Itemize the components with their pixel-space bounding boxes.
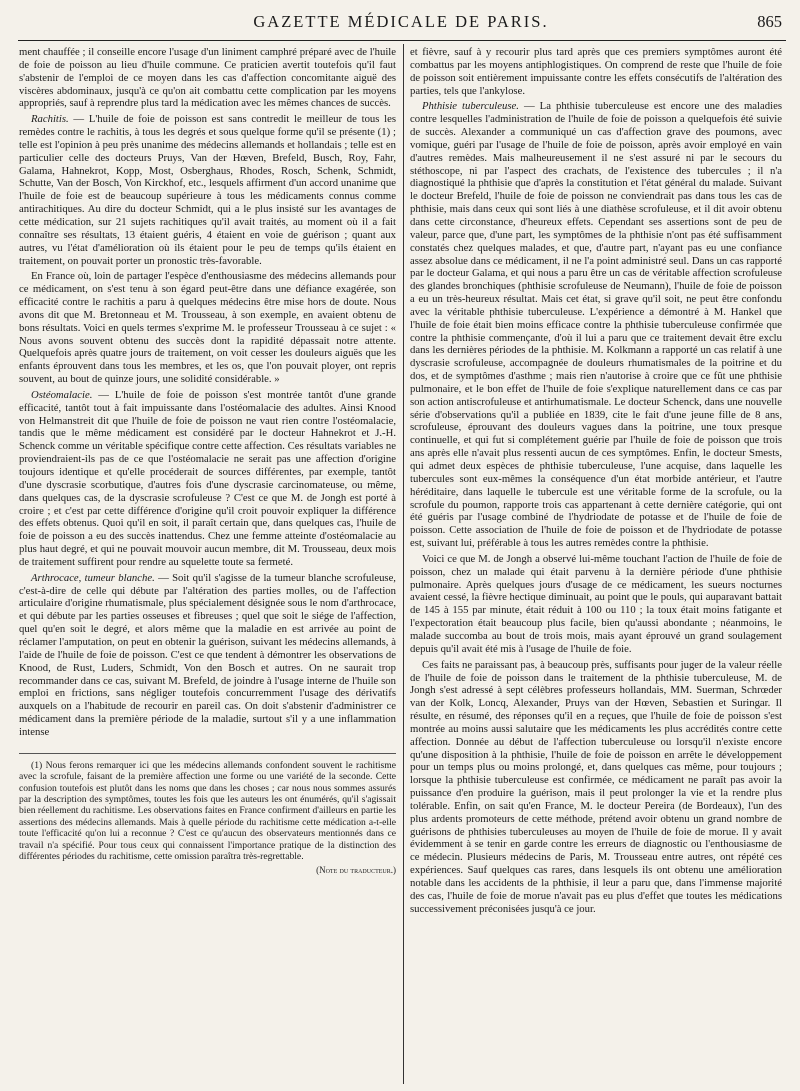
header-rule [18, 40, 786, 41]
paragraph: ment chauffée ; il conseille encore l'usage d'un liniment camphré préparé avec de l'huile de foie de poisson au lieu d'huile commune. Ce praticien avertit toutefois qu'il faut s'abstenir de l'emploi de ce moyen dans les cas d'affection concomitante aiguë des viscères abdominaux, jusqu'à ce qu'on ait combattu cette complication par les moyens appropriés, sauf à reprendre plus tard la médication avec les mêmes chances de succès. [19, 46, 396, 110]
page-number: 865 [757, 12, 782, 31]
paragraph: et fièvre, sauf à y recourir plus tard après que ces premiers symptômes auront été combattus par les moyens antiphlogistiques. On comprend de reste que l'huile de foie de poisson soit entièrement impuissante contre les effets consécutifs de l'altération des parties, tels que l'ankylose. [410, 46, 782, 97]
section-title-osteomalacie: Ostéomalacie. [31, 388, 93, 401]
page-header [18, 10, 784, 36]
section-body: — L'huile de foie de poisson est sans contredit le meilleur de tous les remèdes contre le rachitis, à tous les degrés et sous quelque forme qu'il se présente (1) ; telle est l'opinion à peu près unanime des médecins allemands et hollandais ; telle est en particulier celle des docteurs Pruys, Van der Hœven, Brefeld, Busch, Roy, Fahr, Galama, Hahnekrot, Kopp, Most, Osberghaus, Rhodes, Rosch, Schenk, Schmidt, Schutte, Van der Bosch, Von Kirckhof, etc., lesquels affirment d'un accord unanime que l'huile de foie est de beaucoup supérieure à tous les médicaments connus comme antirachitiques. Au dire du docteur Schmidt, qui a le plus insisté sur les avantages de cette médication, sur 21 sujets rachitiques qu'il avait traités, au moment où il a fait connaître ses résultats, 13 étaient guéris, 4 étaient en voie de guérison ; quant aux autres, vu l'état d'amélioration où ils étaient pour le peu de temps qu'ils étaient en traitement, on pouvait porter un pronostic très-favorable. [19, 113, 396, 267]
left-column [19, 46, 396, 1086]
section-body: — La phthisie tuberculeuse est encore une des maladies contre lesquelles l'administration de l'huile de foie de poisson a quelquefois été suivie de succès. Alexander a communiqué un cas d'affection grave des poumons, avec vomique, guéri par l'usage de l'huile de foie de poisson, après avoir employé en vain d'autres remèdes. Mais malheureusement il ne s'est assuré ni par le secours du stéthoscope, ni par l'aspect des crachats, de l'existence des tubercules ; il n'a diagnostiqué la phthisie que d'après la constitution et l'état général du malade. Suivant le docteur Brefeld, l'huile de foie de poisson ne conviendrait pas dans tous les cas de phthisie, mais dans ceux qui sont liés à une diathèse scrofuleuse, et il dit avoir obtenu dans cette circonstance, d'heureux effets. Cependant ses assertions sont de peu de valeur, parce que, d'une part, les symptômes de la phthisie n'ont pas été suffisamment constatés chez quelques malades, et que, d'autre part, n'ayant pas eu une confiance assez absolue dans ce médicament, il ne l'a point administré seul. Dans un cas rapporté par le docteur Galama, et qui nous a paru être un cas de véritable affection scrofuleuse des glandes bronchiques (phthisie scrofuleuse de Neumann), l'huile de foie de poisson a eu un très-heureux résultat. Mais cet état, si grave qu'il soit, ne peut être confondu avec la véritable phthisie tuberculeuse. L'expérience a démontré à M. Hankel que l'huile de foie était bien moins efficace contre la phthisie tuberculeuse confirmée que contre la phthisie commençante, d'où il lui a paru que ce traitement devait être exclu dans les dernières périodes de la phthisie. M. Kolkmann a rapporté un cas relatif à une dyscrasie scrofuleuse, accompagnée de douleurs rhumatismales de la poitrine et du dos, et de symptômes d'asthme ; mais rien n'autorise à croire que ce fût une phthisie pulmonaire, et le bon effet de l'huile de foie s'explique naturellement dans ce cas par son action antiscrofuleuse et antirhumatismale. Le docteur Schenck, dans une nouvelle série d'observations qu'il a publiée en 1839, cite le fait d'une jeune fille de 8 ans, scrofuleuse, éprouvant des douleurs vagues dans la poitrine, une toux presque continuelle, et qui fut si complétement guérie par l'huile de foie de poisson que trois ans après elle n'avait plus ressenti aucun de ces symptômes. Enfin, le docteur Smests, qui admet deux espèces de phthisie tuberculeuse, l'une acquise, dans laquelle les tubercules sont eux-mêmes la conséquence d'un état morbide antérieur, et l'autre héréditaire, dans laquelle le tubercule est une véritable forme de la scrofule, ou la scrofule du poumon, rapporte trois cas appartenant à cette dernière catégorie, qui ont été guéris par l'usage combiné de l'hydriodate de potasse et de l'huile de foie de poisson. Cette association de l'huile de foie de poisson et de l'hydriodate de potasse est, suivant lui, préférable à tous les autres remèdes contre la phthisie. [410, 100, 782, 550]
footnote-rule [19, 753, 396, 754]
right-column [410, 46, 782, 1086]
section-body: — L'huile de foie de poisson s'est montrée tantôt d'une grande efficacité, tantôt tout à fait impuissante dans l'ostéomalacie des adultes. Ainsi Knood von Helmanstreit dit que l'huile de foie de poisson ne vaut rien contre l'ostéomalacie, tandis que le même médicament est considéré par le docteur Hahnekrot et J.-H. Schenck comme un véritable spécifique contre cette affection. Ces résultats variables ne proviendraient-ils pas de ce que l'ostéomalacie ne serait pas une affection d'origine toujours identique et qu'elle procéderait de sources différentes, par exemple, tantôt d'une dyscrasie scorbutique, d'autres fois d'une dyscrasie carcinomateuse, ou même, dans quelques cas, de la dyscrasie scrofuleuse ? C'est ce que M. de Jongh est porté à croire ; et c'est par cette différence d'origine qu'il croit pouvoir expliquer la différence des effets obtenus. Quoi qu'il en soit, il paraît certain que, dans quelques cas, l'huile de foie de poisson a eu des succès inattendus. Chez une femme atteinte d'ostéomalacie au plus haut degré, et qui ne pouvait mouvoir aucun membre, dit M. Trousseau, deux mois de traitement suffirent pour rendre au squelette toute sa fermeté. [19, 388, 396, 568]
section-title-arthrocace: Arthrocace, tumeur blanche. [31, 571, 155, 584]
rachitis-paragraph [19, 113, 396, 267]
section-title-phthisie: Phthisie tuberculeuse. [422, 100, 519, 113]
section-body: — Soit qu'il s'agisse de la tumeur blanche scrofuleuse, c'est-à-dire de celle qui débute par l'altération des parties molles, ou de l'affection articulaire d'origine rhumatismale, plus spécialement désignée sous le nom d'arthrocace, et qui débute par les parties osseuses et fibreuses ; quel que soit le siége de l'affection, quel qu'en soit le degré, et alors même que la maladie en est arrivée au point de réclamer l'amputation, on peut en obtenir la guérison, suivant les médecins allemands, à l'aide de l'huile de foie de poisson. C'est ce que tendent à démontrer les observations de Knood, de Rust, Luders, Schmidt, Von den Bosch et autres. On ne saurait trop recommander dans ce cas, suivant M. Brefeld, de joindre à l'usage interne de l'huile son emploi en frictions, sans négliger toutefois concurremment l'usage des dérivatifs auxquels on a l'habitude de recourir en pareil cas. On doit s'abstenir d'administrer ce médicament dans la première période de la maladie, surtout s'il y a une inflammation intense [19, 571, 396, 738]
footnote-signature: (Note du traducteur.) [316, 865, 396, 876]
phthisie-paragraph [410, 100, 782, 550]
journal-title: GAZETTE MÉDICALE DE PARIS. [253, 12, 549, 31]
paragraph: En France où, loin de partager l'espèce d'enthousiasme des médecins allemands pour ce médicament, on s'est tenu à son égard peut-être dans une défiance exagérée, son efficacité contre le rachitis a paru à quelques médecins être mise hors de doute. Nous avons dit que M. Bretonneau et M. Trousseau, à son exemple, en avaient obtenu de bons résultats. Voici en quels termes s'exprime M. le professeur Trousseau à ce sujet : « Nous avons souvent obtenu des succès dont la rapidité dépassait notre attente. Quelquefois après quatre jours de traitement, on voit cesser les douleurs aiguës que les enfants éprouvent dans tous les membres, et les os, que l'on pouvait ployer, ont repris souvent, au bout de quinze jours, une solidité considérable. » [19, 270, 396, 386]
footnote: (1) Nous ferons remarquer ici que les médecins allemands confondent souvent le rachitisme avec la scrofule, faisant de la première affection une forme ou une variété de la seconde. Cette confusion toutefois est plutôt dans les noms que dans les choses ; car nous nous sommes assurés par la description des symptômes, toutes les fois que les auteurs les ont énumérés, qu'il s'agissait bien réellement du rachitisme. Les observations faites en France confirment d'ailleurs en partie les assertions des médecins allemands. Mais à quelle période du rachitisme cette médication a-t-elle toute l'efficacité qu'on lui a reconnue ? C'est ce qu'aucun des observateurs mentionnés dans ce travail n'a spécifié. Pour tous ceux qui connaissent l'importance pratique de la distinction des différentes périodes du rachitisme, cette omission paraîtra très-regrettable. [19, 759, 396, 862]
paragraph: Ces faits ne paraissant pas, à beaucoup près, suffisants pour juger de la valeur réelle de l'huile de foie de poisson dans le traitement de la phthisie tuberculeuse, M. de Jongh s'est adressé à sept célèbres professeurs hollandais, MM. Suerman, Schrœder van der Kolk, Loncq, Alexander, Pruys van der Hœven, Sebastien et Suringar. Il résulte, en résumé, des réponses qu'il en a reçues, que l'huile de foie de poisson s'est montrée au moins aussi salutaire que les médicaments les plus accrédités contre cette affection. Donnée au début de l'affection tuberculeuse ou lorsqu'il n'existe encore qu'une disposition à la phthisie, l'huile de foie de poisson en arrête le développement pour un temps plus ou moins prolongé, et, dans quelques cas même, pour toujours ; lorsque la phthisie tuberculeuse est confirmée, ce médicament ne paraît pas avoir la puissance d'en produire la guérison, mais il peut prolonger la vie et la rendre plus tolérable. Enfin, on sait qu'en France, M. le docteur Pereira (de Bordeaux), l'un des plus ardents promoteurs de cette méthode, prétend avoir obtenu un grand nombre de guérisons de phthisies tuberculeuses au moyen de l'huile de foie de morue. Il y avait évidemment à se tenir en garde contre les erreurs de diagnostic ou l'enthousiasme de ce médecin. Plusieurs médecins de Paris, M. Trousseau entre autres, ont répété ces expériences. Sauf quelques cas rares, dans lesquels ils ont obtenu une amélioration notable dans les accidents de la phthisie, il leur a paru que, dans l'immense majorité des cas, l'huile de foie de morue n'avait pas eu plus d'effet que toutes les médications successivement préconisées jusqu'à ce jour. [410, 658, 782, 915]
section-title-rachitis: Rachitis. [31, 113, 69, 126]
osteomalacie-paragraph [19, 389, 396, 569]
column-divider [403, 44, 404, 1084]
paragraph: Voici ce que M. de Jongh a observé lui-même touchant l'action de l'huile de foie de poisson, chez un malade qui était parvenu à la dernière période d'une phthisie pulmonaire. Après quelques jours d'usage de ce médicament, les sueurs nocturnes avaient cessé, la fièvre hectique diminuait, au point que le pouls, qui auparavant battait de 145 à 155 par minute, était réduit à 100 ou 110 ; la toux était moins fatigante et l'expectoration était beaucoup plus facile, bien qu'aussi abondante ; néanmoins, le malade succomba au bout de trois mois, mais ayant éprouvé un grand soulagement depuis qu'il avait été mis à l'usage de l'huile de foie. [410, 552, 782, 655]
arthrocace-paragraph [19, 572, 396, 739]
